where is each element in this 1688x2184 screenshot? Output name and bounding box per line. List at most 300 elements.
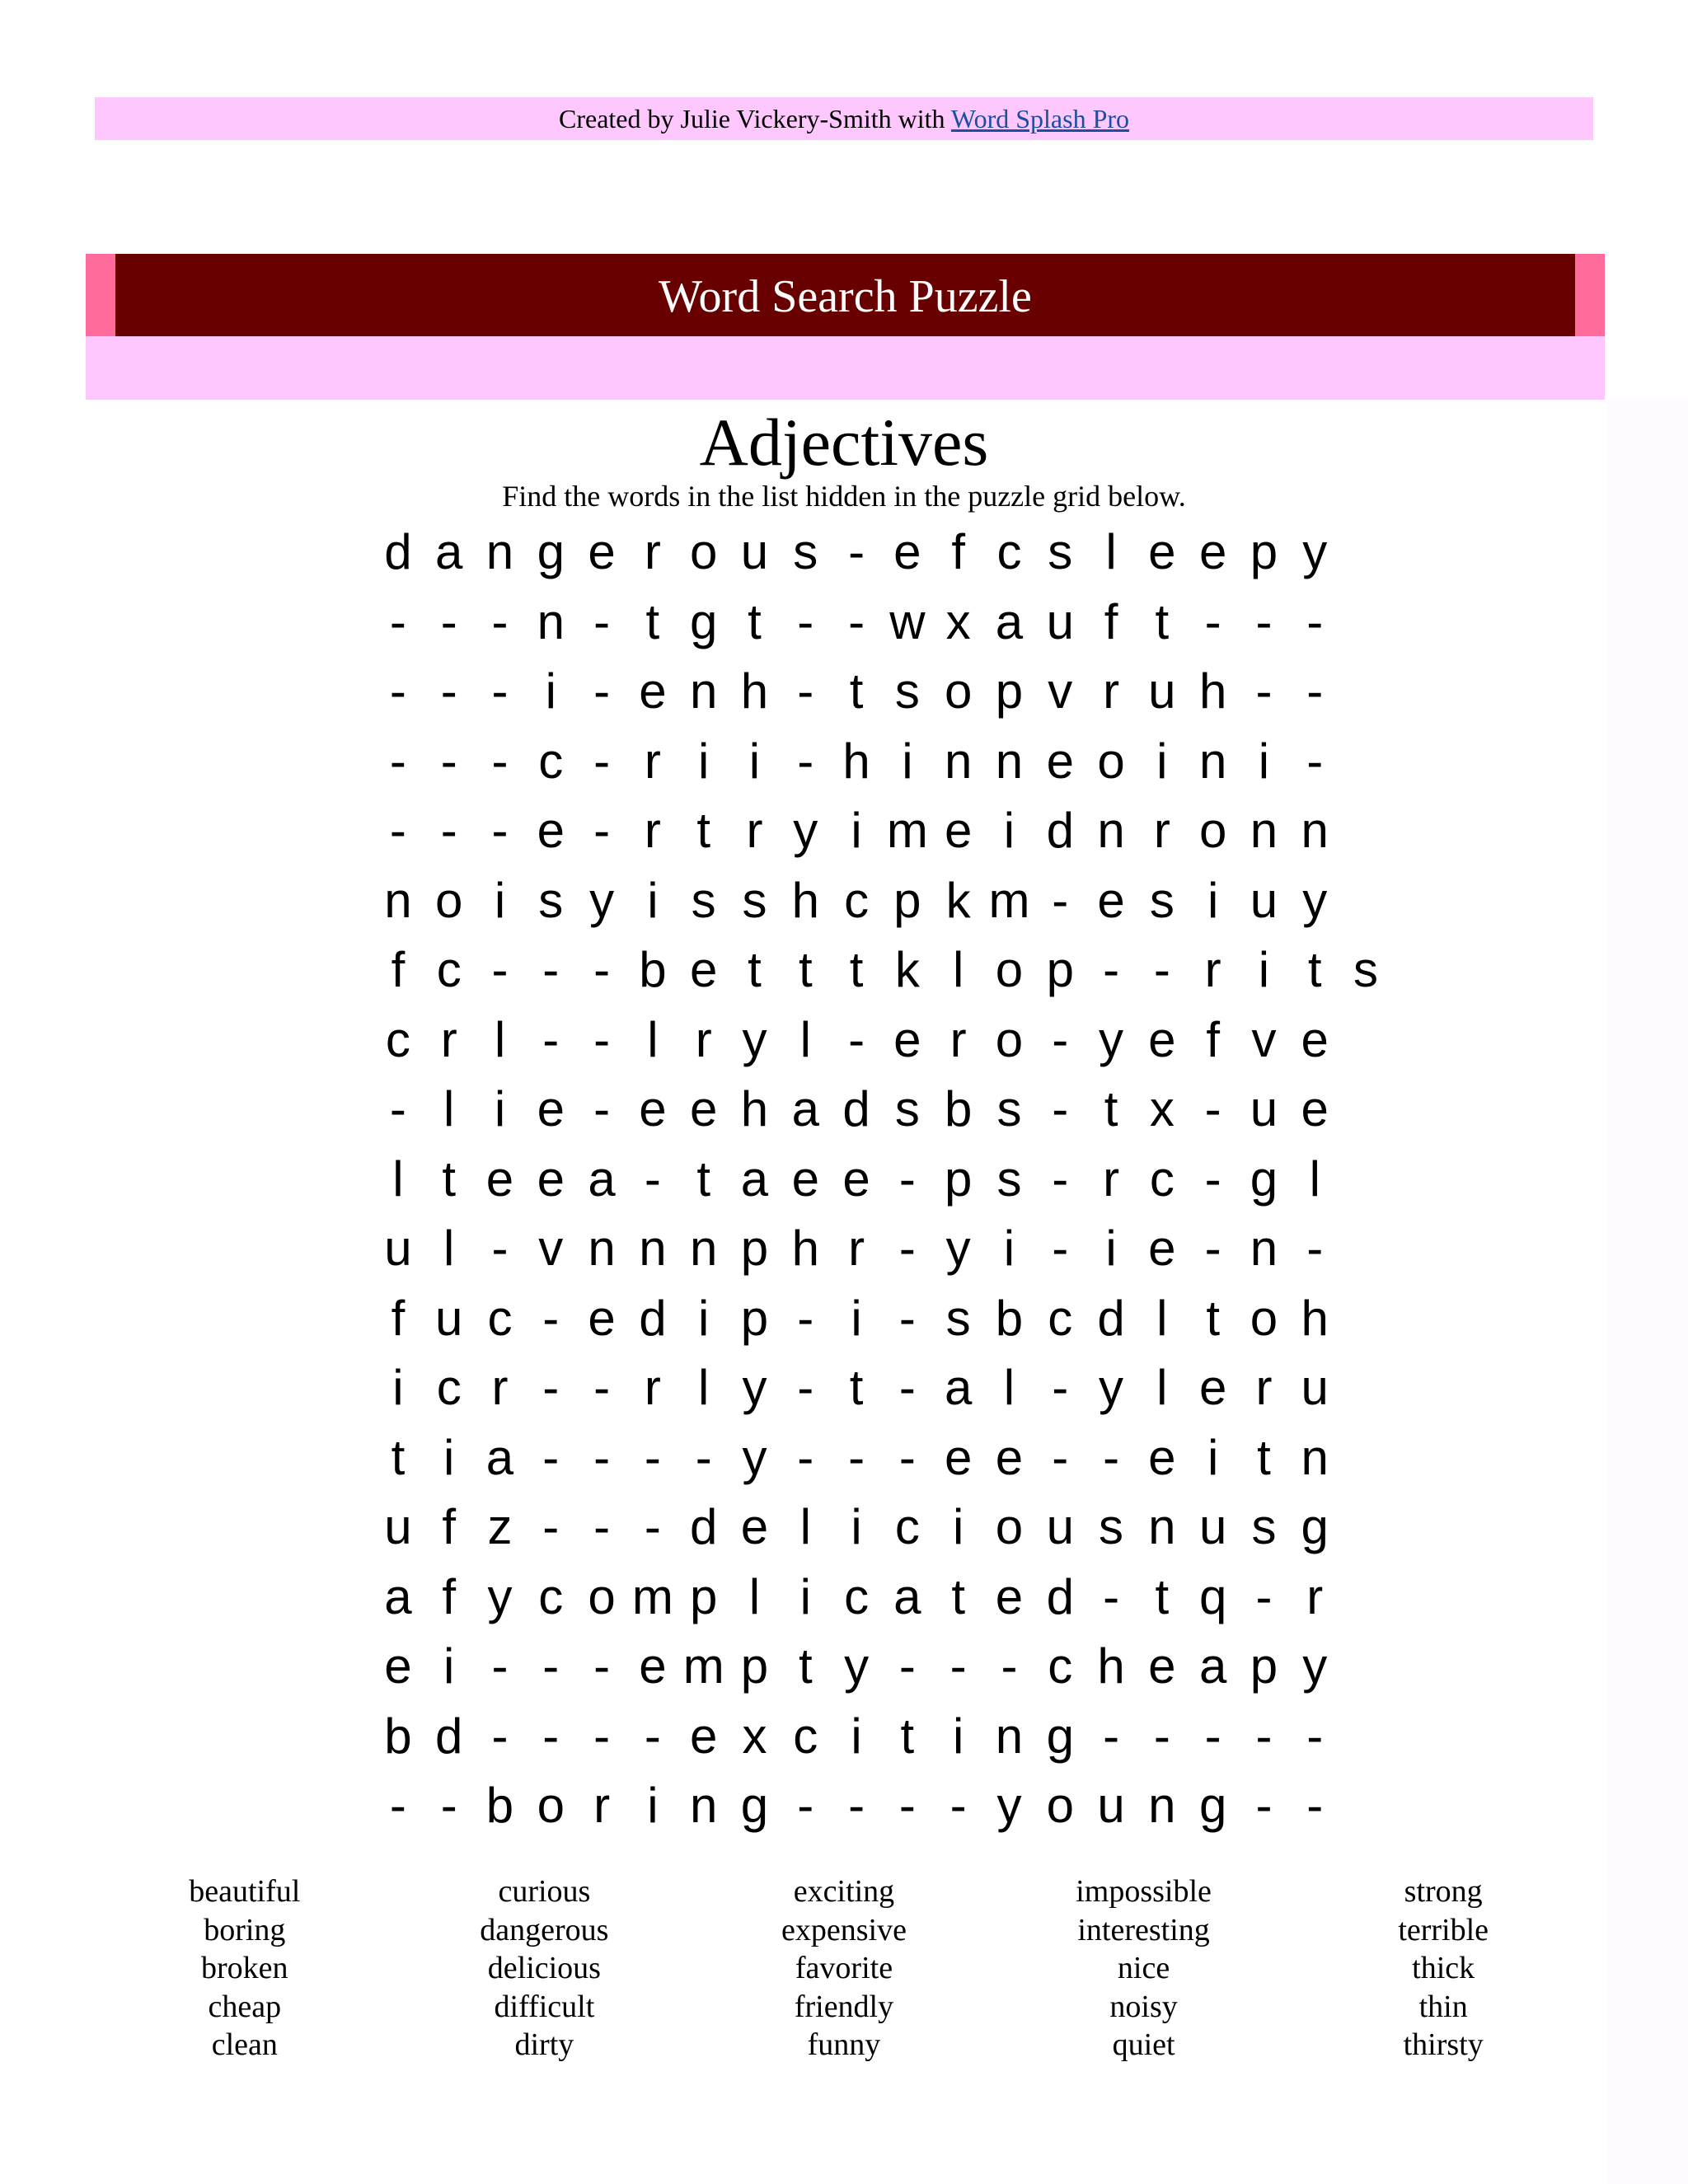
- grid-cell: c: [793, 1708, 818, 1764]
- grid-cell: r: [644, 733, 661, 789]
- grid-cell: -: [1255, 1778, 1273, 1833]
- grid-cell: p: [740, 1221, 769, 1276]
- grid-cell: n: [1198, 733, 1227, 789]
- grid-cell: -: [1306, 593, 1324, 649]
- grid-cell: r: [491, 1360, 509, 1415]
- grid-cell: i: [1003, 1221, 1015, 1276]
- grid-cell: -: [593, 1429, 611, 1485]
- grid-cell: i: [748, 733, 761, 789]
- grid-cell: h: [740, 1081, 769, 1137]
- word-list-item: expensive: [781, 1912, 907, 1947]
- grid-cell: b: [639, 942, 667, 997]
- grid-cell: s: [996, 1081, 1022, 1137]
- grid-cell: y: [742, 1011, 767, 1067]
- word-list-item: dirty: [514, 2027, 574, 2062]
- grid-cell: s: [1149, 872, 1175, 928]
- grid-cell: h: [791, 1221, 819, 1276]
- grid-cell: s: [691, 872, 716, 928]
- grid-cell: y: [742, 1429, 767, 1485]
- grid-cell: i: [1003, 803, 1015, 858]
- word-list-item: curious: [498, 1874, 591, 1909]
- grid-cell: x: [945, 593, 971, 649]
- grid-cell: p: [995, 663, 1024, 719]
- grid-cell: h: [1097, 1638, 1125, 1694]
- grid-cell: -: [1306, 1778, 1324, 1833]
- grid-cell: -: [797, 1360, 814, 1415]
- grid-cell: s: [742, 872, 767, 928]
- grid-cell: a: [485, 1429, 514, 1485]
- grid-cell: s: [894, 663, 920, 719]
- grid-cell: a: [435, 524, 463, 579]
- grid-cell: p: [1250, 524, 1278, 579]
- grid-cell: t: [696, 803, 711, 858]
- grid-cell: -: [542, 942, 560, 997]
- grid-cell: i: [443, 1638, 455, 1694]
- grid-cell: -: [593, 663, 611, 719]
- grid-cell: -: [542, 1708, 560, 1764]
- grid-cell: b: [995, 1290, 1024, 1346]
- grid-cell: b: [944, 1081, 973, 1137]
- grid-cell: p: [1250, 1638, 1278, 1694]
- word-list-item: beautiful: [189, 1874, 301, 1909]
- grid-cell: w: [889, 593, 926, 649]
- word-list-item: terrible: [1398, 1912, 1489, 1947]
- grid-cell: f: [1206, 1011, 1220, 1067]
- grid-cell: -: [593, 1638, 611, 1694]
- grid-cell: y: [1302, 872, 1328, 928]
- grid-cell: c: [385, 1011, 410, 1067]
- grid-cell: -: [1052, 1429, 1069, 1485]
- grid-cell: n: [485, 524, 514, 579]
- grid-cell: h: [842, 733, 870, 789]
- grid-cell: e: [1198, 524, 1227, 579]
- grid-cell: y: [844, 1638, 870, 1694]
- grid-cell: -: [593, 733, 611, 789]
- grid-cell: -: [1052, 872, 1069, 928]
- grid-cell: e: [1046, 733, 1074, 789]
- grid-cell: e: [1198, 1360, 1227, 1415]
- grid-cell: -: [950, 1638, 967, 1694]
- grid-cell: n: [1148, 1499, 1176, 1554]
- grid-cell: -: [1153, 1708, 1170, 1764]
- grid-cell: i: [1258, 942, 1270, 997]
- grid-cell: e: [791, 1151, 819, 1207]
- word-list-item: broken: [201, 1951, 288, 1985]
- grid-cell: r: [593, 1778, 611, 1833]
- grid-cell: -: [797, 1778, 814, 1833]
- grid-cell: a: [1198, 1638, 1227, 1694]
- grid-cell: o: [537, 1778, 565, 1833]
- grid-cell: i: [851, 1290, 862, 1346]
- grid-cell: i: [1258, 733, 1270, 789]
- grid-cell: e: [1097, 872, 1125, 928]
- grid-cell: -: [1306, 663, 1324, 719]
- grid-cell: e: [893, 524, 921, 579]
- grid-cell: m: [682, 1638, 724, 1694]
- grid-cell: l: [392, 1151, 404, 1207]
- grid-cell: h: [1301, 1290, 1329, 1346]
- grid-cell: e: [1148, 1429, 1176, 1485]
- grid-cell: -: [695, 1429, 712, 1485]
- grid-row: [373, 1005, 1329, 1076]
- grid-cell: g: [1250, 1151, 1278, 1207]
- grid-cell: l: [647, 1011, 659, 1067]
- grid-cell: i: [647, 872, 659, 928]
- grid-cell: e: [995, 1568, 1024, 1624]
- grid-cell: t: [798, 1638, 813, 1694]
- grid-cell: -: [1103, 942, 1120, 997]
- word-column: [395, 1872, 695, 2064]
- grid-cell: m: [631, 1568, 673, 1624]
- grid-cell: y: [945, 1221, 971, 1276]
- grid-cell: y: [1099, 1011, 1124, 1067]
- grid-cell: i: [851, 803, 862, 858]
- grid-cell: -: [593, 1708, 611, 1764]
- grid-cell: e: [689, 942, 718, 997]
- grid-row: [373, 727, 1325, 797]
- grid-cell: -: [848, 1778, 865, 1833]
- grid-cell: c: [538, 1568, 564, 1624]
- grid-row: [373, 1145, 1325, 1215]
- header-title: Word Search Puzzle: [659, 271, 1032, 322]
- grid-cell: s: [793, 524, 818, 579]
- word-list-item: clean: [211, 2027, 278, 2062]
- grid-cell: g: [1198, 1778, 1227, 1833]
- grid-cell: s: [1353, 942, 1379, 997]
- grid-cell: n: [995, 1708, 1024, 1764]
- grid-cell: y: [996, 1778, 1022, 1833]
- word-column: [694, 1872, 994, 2064]
- grid-cell: c: [538, 733, 564, 789]
- grid-cell: -: [848, 1429, 865, 1485]
- grid-cell: i: [952, 1708, 964, 1764]
- grid-cell: t: [748, 593, 762, 649]
- grid-cell: i: [698, 733, 710, 789]
- grid-row: [373, 796, 1329, 866]
- grid-cell: t: [1155, 1568, 1170, 1624]
- grid-cell: m: [988, 872, 1030, 928]
- grid-cell: -: [1306, 1708, 1324, 1764]
- grid-cell: -: [1306, 733, 1324, 789]
- grid-cell: i: [902, 733, 913, 789]
- grid-cell: q: [1198, 1568, 1227, 1624]
- grid-cell: c: [1048, 1290, 1073, 1346]
- grid-cell: o: [995, 1011, 1024, 1067]
- grid-cell: -: [797, 663, 814, 719]
- grid-cell: m: [886, 803, 928, 858]
- grid-cell: e: [485, 1151, 514, 1207]
- grid-cell: -: [1204, 1221, 1221, 1276]
- grid-cell: -: [848, 1011, 865, 1067]
- grid-cell: i: [1207, 872, 1219, 928]
- grid-cell: r: [440, 1011, 457, 1067]
- grid-cell: -: [389, 663, 406, 719]
- grid-cell: -: [950, 1778, 967, 1833]
- puzzle-title: Adjectives: [699, 405, 989, 480]
- grid-cell: u: [740, 524, 769, 579]
- grid-cell: g: [1301, 1499, 1329, 1554]
- grid-cell: f: [951, 524, 965, 579]
- word-list-item: thin: [1418, 1989, 1468, 2024]
- word-list-item: funny: [807, 2027, 881, 2062]
- grid-cell: r: [644, 524, 661, 579]
- grid-cell: t: [849, 942, 864, 997]
- grid-cell: -: [593, 1011, 611, 1067]
- grid-cell: e: [537, 1151, 565, 1207]
- grid-cell: u: [1097, 1778, 1125, 1833]
- grid-cell: i: [1156, 733, 1168, 789]
- grid-cell: n: [1097, 803, 1125, 858]
- grid-cell: r: [848, 1221, 865, 1276]
- grid-cell: u: [1250, 872, 1278, 928]
- title-bar: [115, 254, 1575, 336]
- grid-cell: d: [1046, 803, 1074, 858]
- grid-cell: s: [1251, 1499, 1277, 1554]
- grid-cell: -: [797, 733, 814, 789]
- grid-cell: i: [799, 1568, 811, 1624]
- word-column: [994, 1872, 1294, 2064]
- grid-cell: d: [384, 524, 412, 579]
- grid-cell: s: [894, 1081, 920, 1137]
- grid-cell: a: [384, 1568, 412, 1624]
- grid-cell: -: [1103, 1708, 1120, 1764]
- grid-cell: e: [689, 1081, 718, 1137]
- grid-cell: o: [689, 524, 718, 579]
- grid-cell: u: [1301, 1360, 1329, 1415]
- grid-cell: n: [588, 1221, 616, 1276]
- grid-cell: v: [538, 1221, 564, 1276]
- grid-cell: i: [851, 1708, 862, 1764]
- grid-cell: -: [593, 1499, 611, 1554]
- word-list-item: noisy: [1109, 1989, 1178, 2024]
- word-list-item: delicious: [487, 1951, 601, 1985]
- grid-cell: c: [996, 524, 1022, 579]
- grid-cell: o: [1198, 803, 1227, 858]
- grid-cell: -: [898, 1429, 916, 1485]
- grid-cell: l: [494, 1011, 506, 1067]
- grid-cell: n: [1301, 803, 1329, 858]
- grid-cell: e: [639, 663, 667, 719]
- grid-cell: r: [644, 1360, 661, 1415]
- grid-cell: -: [389, 1778, 406, 1833]
- grid-cell: d: [1097, 1290, 1125, 1346]
- title-accent-bar: [86, 254, 1605, 336]
- grid-cell: t: [391, 1429, 406, 1485]
- word-list-item: friendly: [794, 1989, 894, 2024]
- grid-cell: i: [494, 872, 506, 928]
- word-list-item: thick: [1412, 1951, 1475, 1985]
- grid-cell: t: [1307, 942, 1322, 997]
- grid-cell: -: [542, 1429, 560, 1485]
- grid-cell: r: [1103, 1151, 1120, 1207]
- grid-cell: f: [391, 942, 406, 997]
- word-list-item: dangerous: [480, 1912, 609, 1947]
- grid-cell: -: [491, 1708, 509, 1764]
- grid-cell: e: [1301, 1081, 1329, 1137]
- grid-cell: e: [689, 1708, 718, 1764]
- grid-cell: -: [1204, 1708, 1221, 1764]
- grid-cell: -: [644, 1708, 661, 1764]
- grid-cell: k: [945, 872, 971, 928]
- grid-cell: l: [1156, 1360, 1168, 1415]
- word-list-item: nice: [1117, 1951, 1170, 1985]
- grid-row: [373, 657, 1325, 727]
- grid-row: [373, 518, 1328, 588]
- grid-cell: y: [487, 1568, 513, 1624]
- grid-cell: l: [443, 1081, 455, 1137]
- grid-cell: e: [1148, 524, 1176, 579]
- grid-cell: i: [851, 1499, 862, 1554]
- grid-cell: e: [842, 1151, 870, 1207]
- grid-cell: e: [995, 1429, 1024, 1485]
- grid-cell: l: [799, 1499, 811, 1554]
- grid-cell: a: [791, 1081, 819, 1137]
- grid-row: [373, 1563, 1325, 1633]
- grid-cell: e: [1148, 1011, 1176, 1067]
- grid-cell: -: [1204, 1151, 1221, 1207]
- grid-cell: -: [898, 1151, 916, 1207]
- grid-cell: -: [440, 663, 457, 719]
- grid-cell: -: [898, 1360, 916, 1415]
- grid-cell: c: [894, 1499, 920, 1554]
- grid-cell: s: [538, 872, 564, 928]
- grid-cell: e: [588, 524, 616, 579]
- grid-cell: -: [440, 803, 457, 858]
- grid-cell: o: [1250, 1290, 1278, 1346]
- grid-cell: -: [644, 1499, 661, 1554]
- word-splash-pro-link[interactable]: Word Splash Pro: [950, 104, 1130, 134]
- grid-row: [373, 588, 1325, 658]
- grid-cell: r: [1153, 803, 1170, 858]
- grid-cell: -: [797, 1429, 814, 1485]
- grid-cell: a: [588, 1151, 616, 1207]
- grid-cell: s: [996, 1151, 1022, 1207]
- grid-cell: i: [952, 1499, 964, 1554]
- grid-cell: r: [1204, 942, 1221, 997]
- grid-cell: -: [1052, 1081, 1069, 1137]
- grid-cell: -: [1052, 1011, 1069, 1067]
- grid-cell: -: [1204, 593, 1221, 649]
- grid-cell: n: [537, 593, 565, 649]
- grid-cell: o: [1046, 1778, 1074, 1833]
- word-list-item: cheap: [208, 1989, 282, 2024]
- grid-cell: -: [389, 1081, 406, 1137]
- grid-cell: -: [1306, 1221, 1324, 1276]
- grid-cell: t: [900, 1708, 915, 1764]
- grid-cell: b: [384, 1708, 412, 1764]
- grid-cell: -: [1103, 1568, 1120, 1624]
- grid-cell: -: [1001, 1638, 1018, 1694]
- grid-cell: e: [1301, 1011, 1329, 1067]
- grid-cell: o: [995, 1499, 1024, 1554]
- grid-cell: n: [1148, 1778, 1176, 1833]
- grid-cell: -: [542, 1290, 560, 1346]
- grid-cell: y: [589, 872, 615, 928]
- grid-cell: e: [1148, 1221, 1176, 1276]
- grid-row: [373, 866, 1328, 936]
- grid-cell: e: [639, 1638, 667, 1694]
- grid-cell: o: [435, 872, 463, 928]
- grid-cell: e: [639, 1081, 667, 1137]
- grid-cell: a: [740, 1151, 769, 1207]
- grid-cell: l: [443, 1221, 455, 1276]
- grid-cell: -: [898, 1221, 916, 1276]
- grid-cell: c: [1048, 1638, 1073, 1694]
- grid-cell: t: [1155, 593, 1170, 649]
- word-list-item: favorite: [795, 1951, 893, 1985]
- grid-cell: t: [849, 1360, 864, 1415]
- grid-cell: g: [689, 593, 718, 649]
- grid-cell: s: [1048, 524, 1073, 579]
- grid-cell: t: [1104, 1081, 1118, 1137]
- word-list: [95, 1872, 1593, 2064]
- grid-cell: t: [849, 663, 864, 719]
- grid-cell: -: [491, 593, 509, 649]
- word-list-item: difficult: [494, 1989, 595, 2024]
- grid-cell: -: [593, 593, 611, 649]
- grid-cell: -: [593, 803, 611, 858]
- grid-cell: -: [491, 1638, 509, 1694]
- grid-cell: -: [542, 1011, 560, 1067]
- grid-cell: i: [392, 1360, 404, 1415]
- grid-cell: p: [740, 1290, 769, 1346]
- grid-cell: l: [1156, 1290, 1168, 1346]
- grid-cell: f: [1104, 593, 1118, 649]
- grid-cell: s: [945, 1290, 971, 1346]
- grid-cell: r: [1103, 663, 1120, 719]
- grid-cell: p: [689, 1568, 718, 1624]
- grid-cell: -: [542, 1360, 560, 1415]
- grid-cell: -: [1204, 1081, 1221, 1137]
- grid-cell: t: [1206, 1290, 1220, 1346]
- grid-cell: -: [797, 1290, 814, 1346]
- grid-cell: i: [1207, 1429, 1219, 1485]
- grid-row: [373, 1702, 1325, 1772]
- grid-cell: e: [893, 1011, 921, 1067]
- grid-cell: i: [545, 663, 556, 719]
- grid-cell: x: [1149, 1081, 1175, 1137]
- grid-cell: i: [494, 1081, 506, 1137]
- grid-cell: e: [384, 1638, 412, 1694]
- grid-cell: v: [1048, 663, 1073, 719]
- grid-cell: -: [542, 1499, 560, 1554]
- grid-cell: p: [893, 872, 921, 928]
- grid-cell: v: [1251, 1011, 1277, 1067]
- grid-cell: d: [1046, 1568, 1074, 1624]
- grid-cell: d: [639, 1290, 667, 1346]
- grid-cell: -: [1052, 1360, 1069, 1415]
- title-banner: [86, 254, 1605, 400]
- grid-cell: g: [1046, 1708, 1074, 1764]
- grid-cell: u: [384, 1499, 412, 1554]
- grid-cell: x: [742, 1708, 767, 1764]
- grid-row: [373, 935, 1379, 1005]
- grid-cell: -: [848, 524, 865, 579]
- grid-cell: -: [1103, 1429, 1120, 1485]
- grid-cell: i: [1105, 1221, 1117, 1276]
- grid-cell: u: [1046, 593, 1074, 649]
- grid-cell: -: [542, 1638, 560, 1694]
- grid-cell: -: [440, 593, 457, 649]
- grid-cell: e: [740, 1499, 769, 1554]
- grid-cell: l: [952, 942, 964, 997]
- grid-cell: g: [740, 1778, 769, 1833]
- grid-cell: n: [995, 733, 1024, 789]
- word-column: [1293, 1872, 1593, 2064]
- grid-cell: r: [950, 1011, 967, 1067]
- grid-cell: n: [1250, 1221, 1278, 1276]
- grid-cell: a: [893, 1568, 921, 1624]
